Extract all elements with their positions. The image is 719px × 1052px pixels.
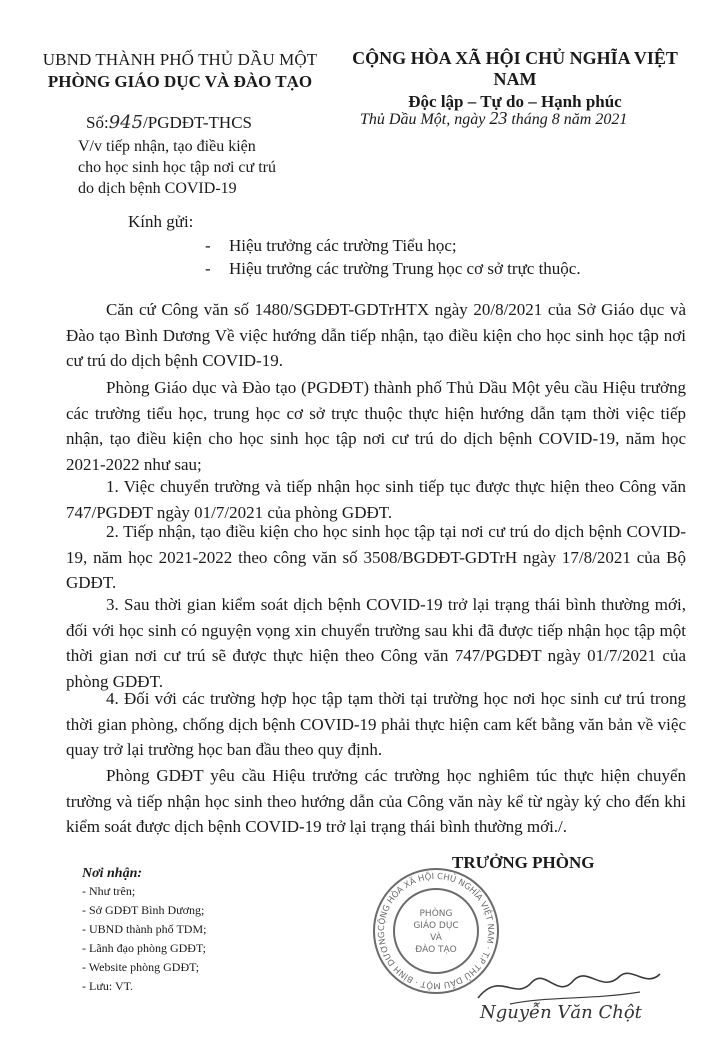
document-subject (78, 136, 276, 199)
org-line1: UBND THÀNH PHỐ THỦ DẦU MỘT (42, 50, 318, 69)
receiver-item: - Lưu: VT. (82, 979, 134, 993)
receiver-item: - Như trên; (82, 884, 136, 898)
paragraph (66, 686, 686, 763)
nation-line2: Độc lập – Tự do – Hạnh phúc (408, 92, 622, 111)
paragraph (66, 519, 686, 596)
receiver-item: - UBND thành phố TDM; (82, 922, 207, 936)
doc-number-handwritten: 945 (108, 112, 144, 133)
receivers-title: Nơi nhận: (82, 866, 143, 881)
issue-date (360, 108, 627, 129)
doc-number-prefix: Số: (86, 113, 109, 132)
stamp-ring-text: CỘNG HÒA XÃ HỘI CHỦ NGHĨA VIỆT NAM · T.P THỦ DẦU MỘT · BÌNH DƯƠNG (376, 871, 496, 991)
subject-line: cho học sinh học tập nơi cư trú (78, 159, 276, 176)
receiver-item: - Website phòng GDĐT; (82, 960, 200, 974)
document-number (86, 112, 252, 133)
recipient-text: Hiệu trưởng các trường Trung học cơ sở trực thuộc. (229, 259, 581, 278)
receivers-block (82, 866, 206, 996)
receiver-item: - Sở GDĐT Bình Dương; (82, 903, 205, 917)
signer-title: TRƯỞNG PHÒNG (452, 853, 595, 872)
receiver-item: - Lãnh đạo phòng GDĐT; (82, 941, 206, 955)
nation-line1: CỘNG HÒA XÃ HỘI CHỦ NGHĨA VIỆT NAM (352, 48, 678, 89)
paragraph-text: 3. Sau thời gian kiểm soát dịch bệnh COVID-19 trở lại trạng thái bình thường mới, đối với học sinh có nguyện vọng xin chuyển trường sau khi đã được tiếp nhận học tập một thời gian nơi cư trú sẽ được thực hiện theo Công văn 747/PGDĐT ngày 01/7/2021 của phòng GDĐT. (66, 595, 686, 691)
paragraph (66, 297, 686, 374)
paragraph (66, 474, 686, 525)
paragraph-text: Căn cứ Công văn số 1480/SGDĐT-GDTrHTX ngày 20/8/2021 của Sở Giáo dục và Đào tạo Bình Dương Về việc hướng dẫn tiếp nhận, tạo điều kiện cho học sinh học tập nơi cư trú do dịch bệnh COVID-19. (66, 300, 686, 370)
paragraph-text: 1. Việc chuyển trường và tiếp nhận học sinh tiếp tục được thực hiện theo Công văn 747/PGDĐT ngày 01/7/2021 của phòng GDĐT. (66, 477, 686, 522)
date-day-handwritten: 23 (489, 108, 508, 128)
recipient-line (205, 259, 581, 279)
paragraph-text: Phòng Giáo dục và Đào tạo (PGDĐT) thành phố Thủ Dầu Một yêu cầu Hiệu trưởng các trường tiểu học, trung học cơ sở trực thuộc thực hiện hướng dẫn tạm thời việc tiếp nhận, tạo điều kiện cho học sinh học tập nơi cư trú do dịch bệnh COVID-19, năm học 2021-2022 như sau; (66, 378, 686, 474)
doc-number-suffix: /PGDĐT-THCS (143, 113, 252, 132)
paragraph-text: 2. Tiếp nhận, tạo điều kiện cho học sinh học tập tại nơi cư trú do dịch bệnh COVID-19, năm học 2021-2022 theo công văn số 3508/BGDĐT-GDTrH ngày 17/8/2021 của Bộ GDĐT. (66, 522, 686, 592)
recipient-line (205, 236, 457, 256)
paragraph-text: Phòng GDĐT yêu cầu Hiệu trưởng các trường học nghiêm túc thực hiện chuyển trường và tiếp nhận học sinh theo hướng dẫn của Công văn này kể từ ngày ký cho đến khi kiểm soát được dịch bệnh COVID-19 trở lại trạng thái bình thường mới./. (66, 766, 686, 836)
signer-name: Nguyễn Văn Chột (480, 1002, 642, 1023)
greeting-label: Kính gửi: (128, 212, 194, 231)
date-suffix: tháng 8 năm 2021 (511, 111, 628, 128)
org-line2: PHÒNG GIÁO DỤC VÀ ĐÀO TẠO (47, 72, 313, 91)
stamp-center-line: ĐÀO TẠO (415, 945, 457, 955)
stamp-center-line: GIÁO DỤC (413, 921, 459, 931)
stamp-center-line: VÀ (430, 933, 442, 943)
paragraph (66, 375, 686, 477)
list-dash: - (205, 236, 211, 255)
national-motto (330, 48, 700, 112)
subject-line: do dịch bệnh COVID-19 (78, 180, 237, 197)
date-prefix: Thủ Dầu Một, ngày (360, 111, 486, 128)
stamp-center-line: PHÒNG (419, 909, 453, 919)
list-dash: - (205, 259, 211, 278)
recipient-text: Hiệu trưởng các trường Tiểu học; (229, 236, 457, 255)
issuing-organization (30, 50, 330, 92)
paragraph (66, 592, 686, 694)
paragraph-text: 4. Đối với các trường hợp học tập tạm thời tại trường học nơi học sinh cư trú trong thời gian phòng, chống dịch bệnh COVID-19 phải thực hiện cam kết bằng văn bản về việc quay trở lại trường học ban đầu theo quy định. (66, 689, 686, 759)
paragraph (66, 763, 686, 840)
subject-line: V/v tiếp nhận, tạo điều kiện (78, 138, 256, 155)
